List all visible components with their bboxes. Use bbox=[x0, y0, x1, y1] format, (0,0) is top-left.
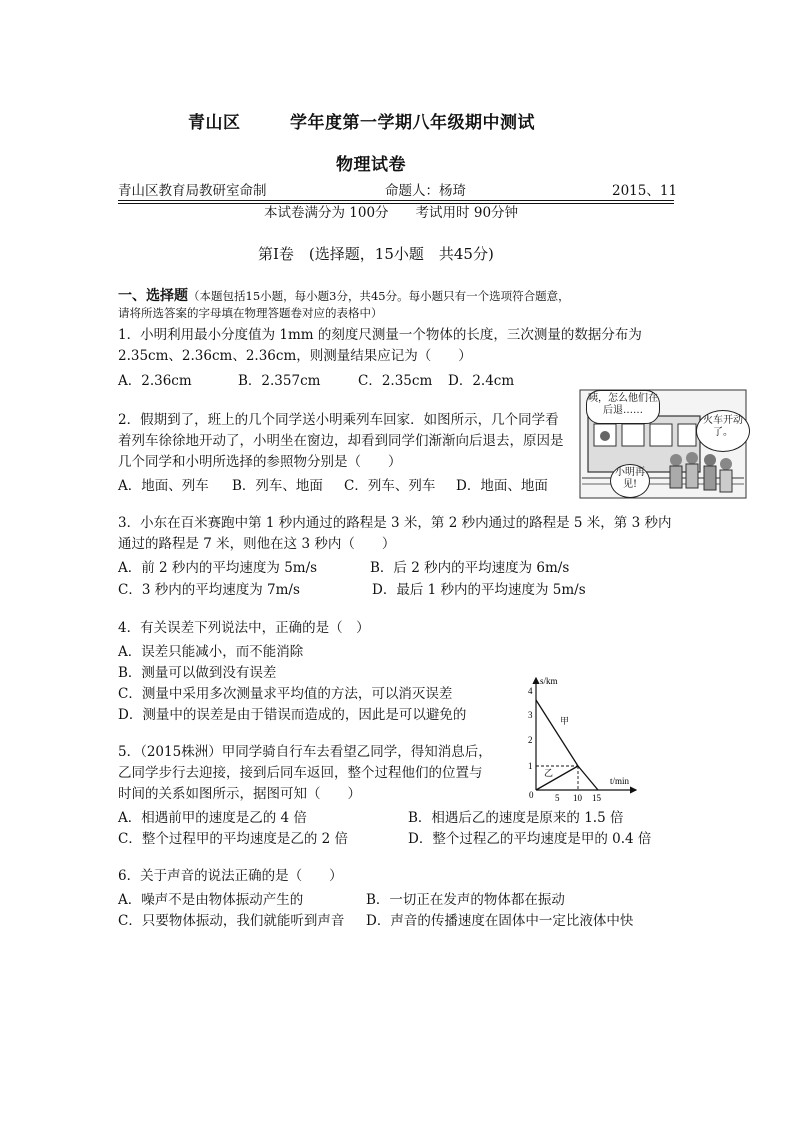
option-d: D．整个过程乙的平均速度是甲的 0.4 倍 bbox=[408, 831, 652, 847]
option-d: D．地面、地面 bbox=[456, 478, 548, 494]
y-tick-1: 1 bbox=[528, 761, 533, 771]
option-a: A．噪声不是由物体振动产生的 bbox=[118, 892, 304, 908]
origin-label: 0 bbox=[529, 790, 534, 800]
question-text: 5．（2015株洲）甲同学骑自行车去看望乙同学，得知消息后， bbox=[118, 744, 492, 760]
exam-title: 学年度第一学期八年级期中测试 bbox=[290, 113, 535, 133]
section-instructions-2: 请将所选答案的字母填在物理答题卷对应的表格中） bbox=[118, 306, 383, 320]
section-instructions-1: （本题包括15小题，每小题3分，共45分。每小题只有一个选项符合题意， bbox=[188, 289, 570, 303]
speech-bubble-xiaoming: 咦，怎么他们在后退…… bbox=[586, 390, 660, 424]
issuer-text: 青山区教育局教研室命制 bbox=[118, 183, 267, 199]
option-c: C．测量中采用多次测量求平均值的方法，可以消灭误差 bbox=[118, 686, 453, 702]
question-text: 时间的关系如图所示，据图可知（ ） bbox=[118, 786, 361, 802]
option-d: D．2.4cm bbox=[448, 373, 515, 389]
x-tick-5: 5 bbox=[555, 793, 560, 802]
option-b: B．测量可以做到没有误差 bbox=[118, 665, 277, 681]
y-tick-2: 2 bbox=[528, 735, 533, 745]
question-text: 乙同学步行去迎接，接到后同车返回，整个过程他们的位置与 bbox=[118, 765, 483, 781]
question-text: 4．有关误差下列说法中，正确的是（ ） bbox=[118, 620, 370, 636]
x-tick-15: 15 bbox=[592, 793, 601, 802]
question-text: 2．假期到了，班上的几个同学送小明乘列车回家．如图所示，几个同学看 bbox=[118, 412, 559, 428]
section-title: 一、选择题 bbox=[118, 288, 188, 304]
question-text: 6．关于声音的说法正确的是（ ） bbox=[118, 868, 343, 884]
curve-together bbox=[578, 766, 598, 790]
speech-bubble-goodbye: 小明再见! bbox=[610, 464, 650, 498]
section-heading bbox=[118, 285, 570, 305]
question-text: 1．小明利用最小分度值为 1mm 的刻度尺测量一个物体的长度，三次测量的数据分布为 bbox=[118, 327, 642, 343]
curve-yi bbox=[536, 766, 578, 790]
option-a: A．2.36cm bbox=[118, 373, 192, 389]
option-a: A．前 2 秒内的平均速度为 5m/s bbox=[118, 560, 318, 576]
title-region: 青山区 bbox=[188, 113, 241, 133]
part-title: 第Ⅰ卷 (选择题，15小题 共45分) bbox=[258, 245, 494, 263]
option-c: C．只要物体振动，我们就能听到声音 bbox=[118, 913, 345, 929]
question-text: 通过的路程是 7 米，则他在这 3 秒内（ ） bbox=[118, 536, 396, 552]
date-text: 2015、11 bbox=[612, 183, 678, 199]
x-tick-10: 10 bbox=[573, 793, 582, 802]
author-text: 命题人：杨琦 bbox=[385, 183, 466, 199]
option-a: A．误差只能减小，而不能消除 bbox=[118, 644, 304, 660]
question-text: 几个同学和小明所选择的参照物分别是（ ） bbox=[118, 454, 402, 470]
question-text: 着列车徐徐地开动了，小明坐在窗边，却看到同学们渐渐向后退去，原因是 bbox=[118, 433, 564, 449]
header-rule-1 bbox=[118, 200, 674, 201]
position-time-graph bbox=[518, 672, 642, 802]
x-axis-label: t/min bbox=[610, 776, 630, 786]
exam-subtitle: 物理试卷 bbox=[336, 155, 406, 175]
train-illustration bbox=[578, 388, 748, 500]
curve-label-yi: 乙 bbox=[544, 768, 554, 778]
y-tick-4: 4 bbox=[528, 686, 533, 696]
option-a: A．相遇前甲的速度是乙的 4 倍 bbox=[118, 810, 307, 826]
option-b: B．列车、地面 bbox=[232, 478, 323, 494]
option-b: B．2.357cm bbox=[238, 373, 321, 389]
option-d: D．最后 1 秒内的平均速度为 5m/s bbox=[372, 582, 586, 598]
option-c: C．2.35cm bbox=[358, 373, 433, 389]
option-b: B．相遇后乙的速度是原来的 1.5 倍 bbox=[408, 810, 624, 826]
curve-label-jia: 甲 bbox=[560, 716, 570, 726]
option-c: C．列车、列车 bbox=[344, 478, 436, 494]
curve-jia-out bbox=[536, 700, 578, 766]
question-text: 2.35cm、2.36cm、2.36cm，则测量结果应记为（ ） bbox=[118, 348, 472, 364]
option-c: C．3 秒内的平均速度为 7m/s bbox=[118, 582, 300, 598]
exam-info: 本试卷满分为 100分 考试用时 90分钟 bbox=[264, 205, 519, 221]
option-a: A．地面、列车 bbox=[118, 478, 209, 494]
question-text: 3．小东在百米赛跑中第 1 秒内通过的路程是 3 米，第 2 秒内通过的路程是 5 米，第 3 秒内 bbox=[118, 515, 672, 531]
y-tick-3: 3 bbox=[528, 710, 533, 720]
option-b: B．后 2 秒内的平均速度为 6m/s bbox=[370, 560, 570, 576]
option-c: C．整个过程甲的平均速度是乙的 2 倍 bbox=[118, 831, 349, 847]
y-axis-label: s/km bbox=[540, 676, 558, 686]
speech-bubble-train: 火车开动了。 bbox=[696, 410, 750, 452]
option-d: D．声音的传播速度在固体中一定比液体中快 bbox=[366, 913, 634, 929]
option-b: B．一切正在发声的物体都在振动 bbox=[366, 892, 565, 908]
option-d: D．测量中的误差是由于错误而造成的，因此是可以避免的 bbox=[118, 707, 467, 723]
